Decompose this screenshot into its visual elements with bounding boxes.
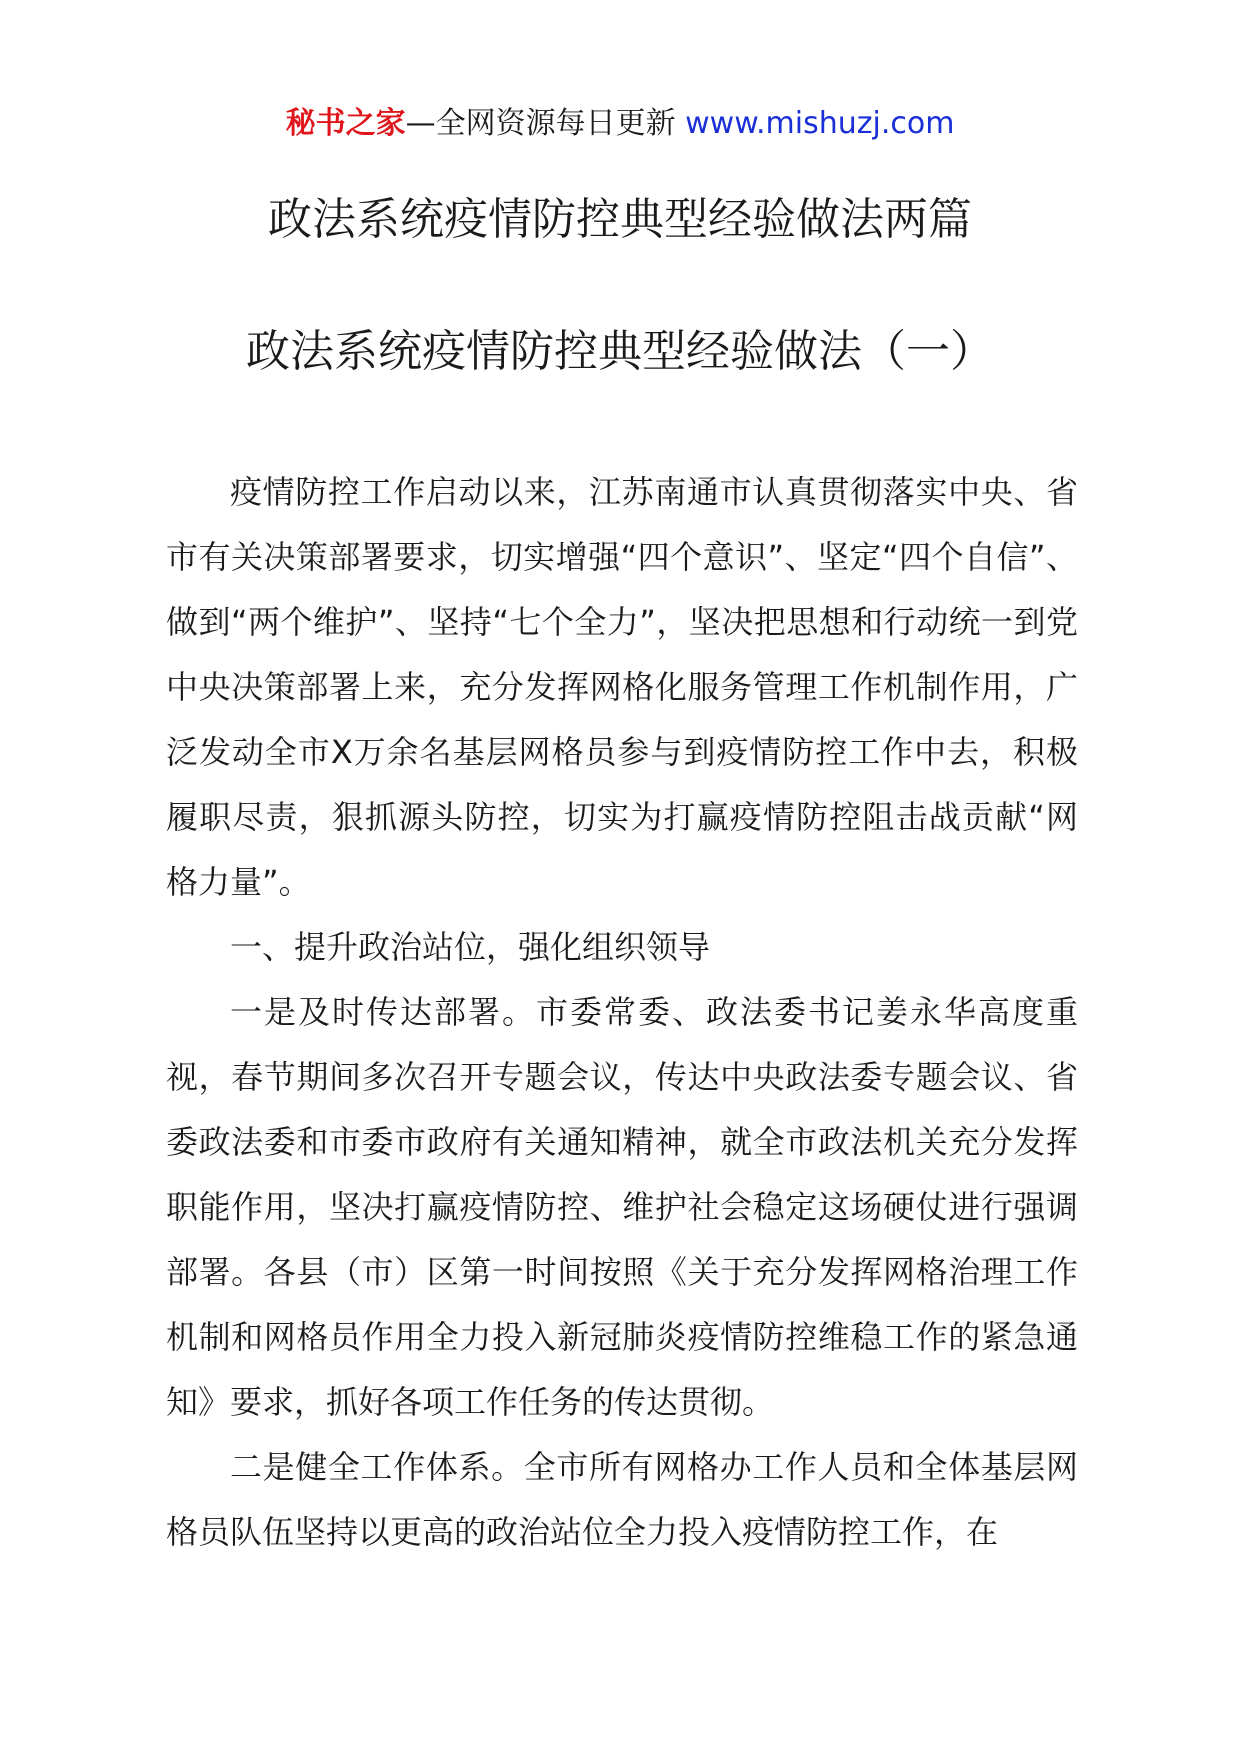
section-heading: 一、提升政治站位，强化组织领导 bbox=[230, 928, 711, 966]
brand-name: 秘书之家 bbox=[285, 106, 406, 141]
site-header bbox=[0, 104, 1240, 144]
header-tagline: —全网资源每日更新 bbox=[405, 106, 676, 141]
paragraph-point-one: 一是及时传达部署。市委常委、政法委书记姜永华高度重视，春节期间多次召开专题会议，传达中央政法委专题会议、省委政法委和市委市政府有关通知精神，就全市政法机关充分发挥职能作用，坚决打赢疫情防控、维护社会稳定这场硬仗进行强调部署。各县（市）区第一时间按照《关于充分发挥网格治理工作机制和网格员作用全力投入新冠肺炎疫情防控维稳工作的紧急通知》要求，抓好各项工作任务的传达贯彻。 bbox=[166, 993, 1078, 1421]
document-title: 政法系统疫情防控典型经验做法两篇 bbox=[268, 194, 972, 245]
paragraph-intro: 疫情防控工作启动以来，江苏南通市认真贯彻落实中央、省市有关决策部署要求，切实增强“四个意识”、坚定“四个自信”、做到“两个维护”、坚持“七个全力”，坚决把思想和行动统一到党中央决策部署上来，充分发挥网格化服务管理工作机制作用，广泛发动全市X万余名基层网格员参与到疫情防控工作中去，积极履职尽责，狠抓源头防控，切实为打赢疫情防控阻击战贡献“网格力量”。 bbox=[166, 473, 1078, 901]
document-subtitle: 政法系统疫情防控典型经验做法（一） bbox=[246, 326, 994, 377]
document-body bbox=[166, 460, 1078, 1565]
paragraph-point-two: 二是健全工作体系。全市所有网格办工作人员和全体基层网格员队伍坚持以更高的政治站位全力投入疫情防控工作，在 bbox=[166, 1448, 1078, 1551]
site-url-link[interactable]: www.mishuzj.com bbox=[685, 106, 955, 141]
